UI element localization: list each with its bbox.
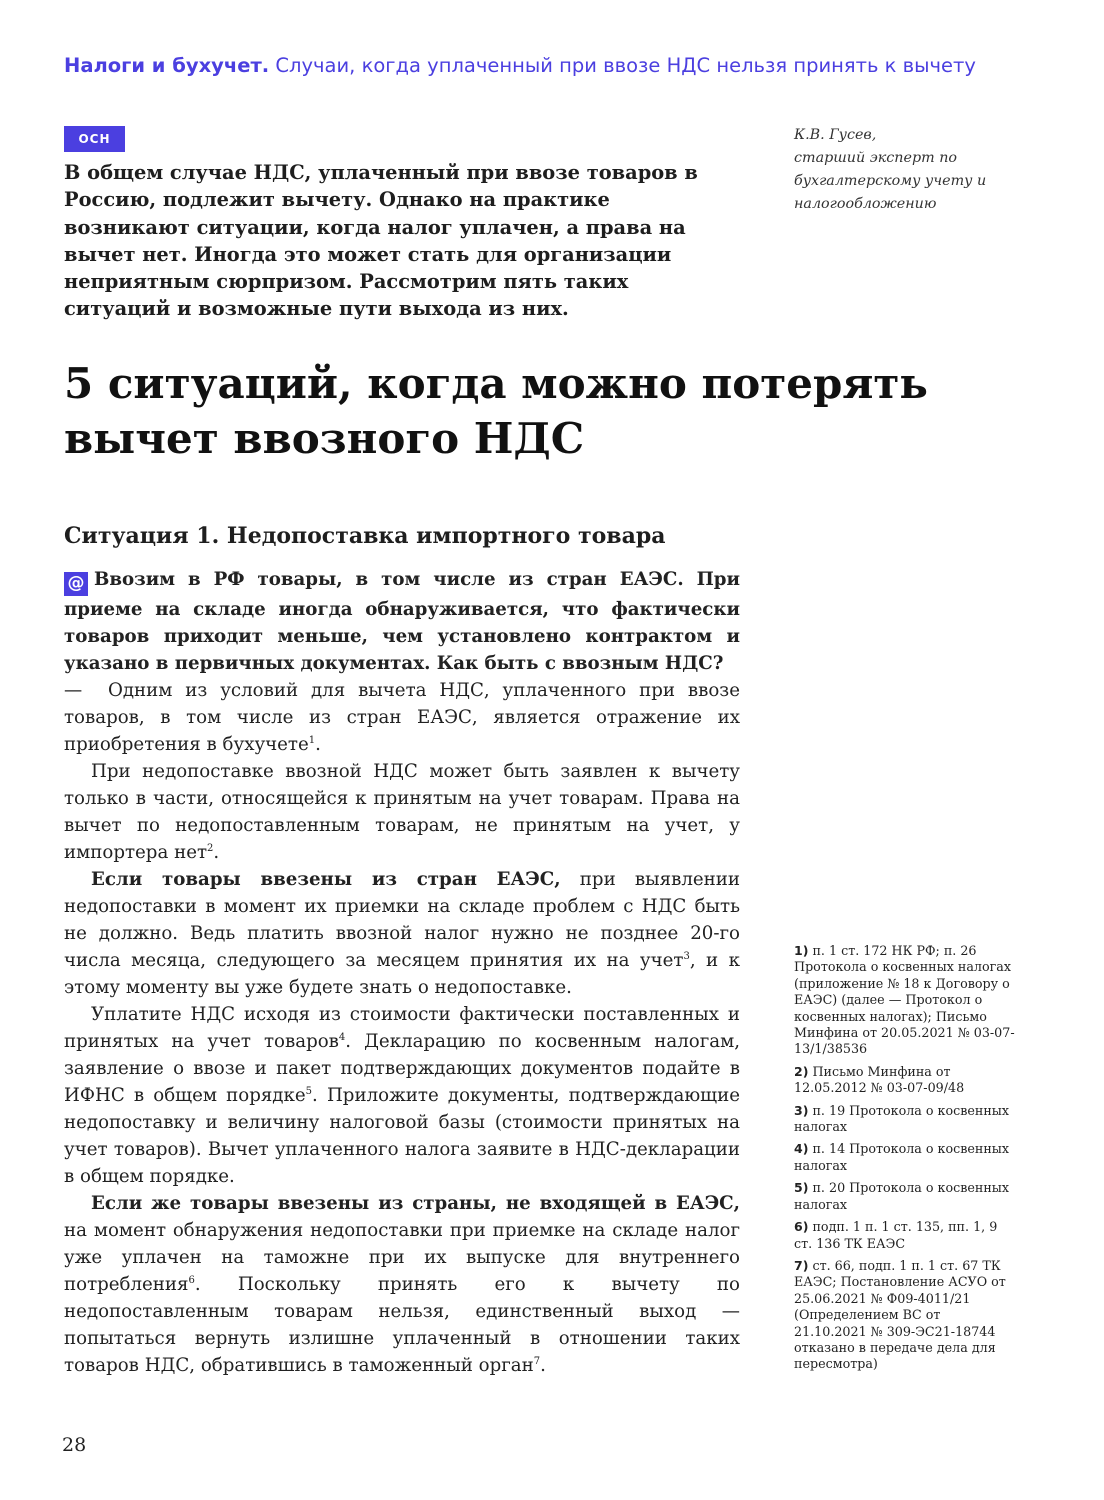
footnote-ref: 1 <box>308 734 316 746</box>
footnote-text: Письмо Минфина от 12.05.2012 № 03-07-09/48 <box>794 1063 965 1096</box>
question <box>64 566 740 677</box>
footnote-ref: 7 <box>533 1355 541 1367</box>
situation-1-heading: Ситуация 1. Недопоставка импортного товара <box>64 523 666 549</box>
header-section: Налоги и бухучет. <box>64 54 270 77</box>
footnote-text: п. 14 Протокола о косвенных налогах <box>794 1141 1010 1173</box>
paragraph-4-text-a: Уплатите НДС исходя из стоимости фактически поставленных и принятых на учет товаров <box>64 1004 740 1052</box>
footnote <box>794 1219 1016 1252</box>
lead-paragraph: В общем случае НДС, уплаченный при ввозе товаров в Россию, подлежит вычету. Однако на практике возникают ситуации, когда налог уплачен, а права на вычет нет. Иногда это может стать для организации неприятным сюрпризом. Рассмотрим пять таких ситуаций и возможные пути выхода из них. <box>64 161 698 321</box>
at-icon: @ <box>64 572 88 596</box>
paragraph-3-text-b: , и к этому моменту вы уже будете знать о недопоставке. <box>64 950 740 998</box>
answer-dash: — <box>64 680 83 701</box>
paragraph-5-text-b: . Поскольку принять его к вычету по недопоставленным товарам нельзя, единственный выход — попытаться вернуть излишне уплаченный в отношении таких товаров НДС, обратившись в таможенный орган <box>64 1274 740 1376</box>
footnote-number: 5) <box>794 1180 809 1196</box>
footnote-text: подп. 1 п. 1 ст. 135, пп. 1, 9 ст. 136 ТК ЕАЭС <box>794 1219 998 1251</box>
author-block <box>794 124 1054 216</box>
footnote-number: 7) <box>794 1257 809 1273</box>
paragraph-2: При недопоставке ввозной НДС может быть заявлен к вычету только в части, относящейся к принятым на учет товарам. Права на вычет по недопоставленным товарам, не принятым на учет, у импортера нет$^2$. <box>64 761 740 863</box>
answer: — Одним из условий для вычета НДС, уплаченного при ввозе товаров, в том числе из стран ЕАЭС, является отражение их приобретения в бухучете$^1$. <box>64 680 740 755</box>
paragraph-5-text-c: . <box>540 1355 546 1376</box>
page-number: 28 <box>62 1434 87 1456</box>
footnote-number: 1) <box>794 943 809 958</box>
footnote-ref: 3 <box>683 950 690 962</box>
footnote-number: 3) <box>794 1102 809 1118</box>
question-text: Ввозим в РФ товары, в том числе из стран ЕАЭС. При приеме на складе иногда обнаруживается, что фактически товаров приходит меньше, чем установлено контрактом и указано в первичных документах. Как быть с ввозным НДС? <box>64 569 740 674</box>
header-article-title: Случаи, когда уплаченный при ввозе НДС нельзя принять к вычету <box>275 54 976 77</box>
author-position: старший эксперт по бухгалтерскому учету и налогообложению <box>794 150 987 212</box>
footnote <box>794 1141 1016 1174</box>
tax-regime-badge: ОСН <box>64 126 125 152</box>
answer-text: Одним из условий для вычета НДС, уплаченного при ввозе товаров, в том числе из стран ЕАЭС, является отражение их приобретения в бухучете <box>64 680 740 755</box>
footnote-number: 2) <box>794 1063 809 1079</box>
paragraph-5-bold: Если же товары ввезены из страны, не входящей в ЕАЭС, <box>91 1193 740 1214</box>
author-name: К.В. Гусев, <box>794 127 877 143</box>
footnote-text: п. 19 Протокола о косвенных налогах <box>794 1102 1010 1135</box>
paragraph-3 <box>64 866 740 1001</box>
article-title: 5 ситуаций, когда можно потерять вычет ввозного НДС <box>64 359 928 463</box>
footnote-number: 6) <box>794 1219 809 1235</box>
footnote-text: п. 1 ст. 172 НК РФ; п. 26 Протокола о косвенных налогах (приложение № 18 к Договору о ЕАЭС) (далее — Протокол о косвенных налогах); Письмо Минфина от 20.05.2021 № 03-07-13/1/38536 <box>794 943 1015 1057</box>
footnote <box>794 1064 1016 1097</box>
paragraph-5-text-a: на момент обнаружения недопоставки при приемке на складе налог уже уплачен на таможне при их выпуске для внутреннего потребления <box>64 1220 740 1295</box>
footnote <box>794 943 1016 1058</box>
paragraph-4-text-c: . Приложите документы, подтверждающие недопоставку и величину налоговой базы (стоимости принятых на учет товаров). Вычет уплаченного налога заявите в НДС-декларации в общем порядке. <box>64 1085 740 1187</box>
running-header <box>64 54 1054 77</box>
paragraph-4-text-b: . Декларацию по косвенным налогам, заявление о ввозе и пакет подтверждающих документов подайте в ИФНС в общем порядке <box>64 1031 741 1106</box>
footnote-number: 4) <box>794 1141 809 1157</box>
paragraph-3-bold: Если товары ввезены из стран ЕАЭС, <box>91 869 561 890</box>
paragraph-2-text: При недопоставке ввозной НДС может быть заявлен к вычету только в части, относящейся к принятым на учет товарам. Права на вычет по недопоставленным товарам, не принятым на учет, у импортера нет <box>64 761 740 863</box>
article-body <box>64 566 740 1379</box>
footnote <box>794 1258 1016 1373</box>
footnote-ref: 5 <box>305 1085 313 1097</box>
footnotes <box>794 943 1016 1379</box>
footnote-ref: 6 <box>188 1274 195 1286</box>
paragraph-5 <box>64 1190 740 1379</box>
footnote-text: п. 20 Протокола о косвенных налогах <box>794 1180 1010 1212</box>
paragraph-3-text-a: при выявлении недопоставки в момент их приемки на складе проблем с НДС быть не должно. Ведь платить ввозной налог нужно не позднее 20-го числа месяца, следующего за месяцем принятия их на учет <box>64 869 741 971</box>
footnote-ref: 2 <box>207 842 214 854</box>
footnote <box>794 1103 1016 1136</box>
footnote-text: ст. 66, подп. 1 п. 1 ст. 67 ТК ЕАЭС; Постановление АСУО от 25.06.2021 № Ф09-4011/21 (Определением ВС от 21.10.2021 № 309-ЭС21-18744 отказано в передаче дела для пересмотра) <box>794 1257 1006 1372</box>
footnote <box>794 1180 1016 1213</box>
paragraph-4 <box>64 1001 740 1190</box>
footnote-ref: 4 <box>338 1031 346 1043</box>
